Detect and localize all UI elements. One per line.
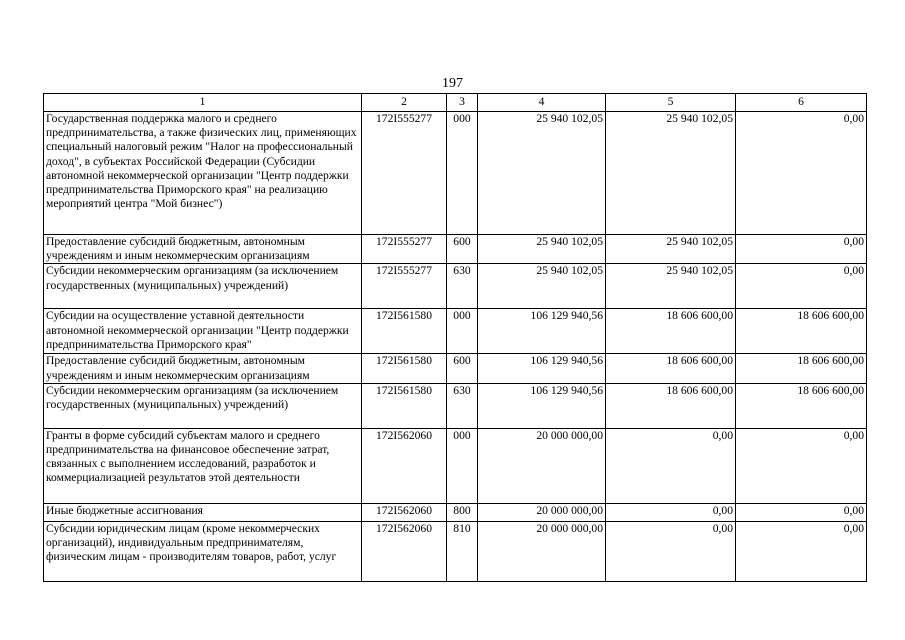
target-code: 172I555277 bbox=[362, 112, 447, 235]
column-header: 2 bbox=[362, 94, 447, 112]
expense-type-code: 000 bbox=[447, 112, 478, 235]
target-code: 172I555277 bbox=[362, 235, 447, 264]
amount-col-6: 0,00 bbox=[736, 503, 867, 521]
amount-col-5: 25 940 102,05 bbox=[606, 235, 736, 264]
table-row bbox=[44, 503, 867, 521]
target-code: 172I561580 bbox=[362, 354, 447, 383]
expense-type-code: 630 bbox=[447, 264, 478, 309]
amount-col-5: 18 606 600,00 bbox=[606, 309, 736, 354]
table-row bbox=[44, 354, 867, 383]
amount-col-5: 25 940 102,05 bbox=[606, 112, 736, 235]
amount-col-5: 0,00 bbox=[606, 428, 736, 503]
amount-col-4: 106 129 940,56 bbox=[478, 309, 606, 354]
row-name: Субсидии некоммерческим организациям (за исключением государственных (муниципальных) учреждений) bbox=[44, 264, 362, 309]
row-name: Субсидии на осуществление уставной деятельности автономной некоммерческой организации "Центр поддержки предпринимательства Приморского края" bbox=[44, 309, 362, 354]
column-header: 6 bbox=[736, 94, 867, 112]
expense-type-code: 800 bbox=[447, 503, 478, 521]
row-name: Государственная поддержка малого и среднего предпринимательства, а также физических лиц, применяющих специальный налоговый режим "Налог на профессиональный доход", в субъектах Российской Федерации (Субсидии автономной некоммерческой организации "Центр поддержки предпринимательства Приморского края" на реализацию мероприятий центра "Мой бизнес") bbox=[44, 112, 362, 235]
expense-type-code: 810 bbox=[447, 521, 478, 581]
amount-col-5: 25 940 102,05 bbox=[606, 264, 736, 309]
row-name: Гранты в форме субсидий субъектам малого и среднего предпринимательства на финансовое обеспечение затрат, связанных с выполнением исследований, разработок и коммерциализацией результатов этой деятельности bbox=[44, 428, 362, 503]
target-code: 172I562060 bbox=[362, 521, 447, 581]
row-name: Иные бюджетные ассигнования bbox=[44, 503, 362, 521]
target-code: 172I561580 bbox=[362, 309, 447, 354]
column-header: 5 bbox=[606, 94, 736, 112]
amount-col-5: 0,00 bbox=[606, 521, 736, 581]
header-row bbox=[44, 94, 867, 112]
table-row bbox=[44, 235, 867, 264]
amount-col-4: 20 000 000,00 bbox=[478, 503, 606, 521]
table-row bbox=[44, 112, 867, 235]
table-row bbox=[44, 428, 867, 503]
budget-table bbox=[43, 93, 867, 582]
amount-col-6: 0,00 bbox=[736, 264, 867, 309]
target-code: 172I562060 bbox=[362, 428, 447, 503]
amount-col-6: 18 606 600,00 bbox=[736, 354, 867, 383]
row-name: Предоставление субсидий бюджетным, автономным учреждениям и иным некоммерческим организациям bbox=[44, 354, 362, 383]
amount-col-6: 18 606 600,00 bbox=[736, 309, 867, 354]
amount-col-4: 25 940 102,05 bbox=[478, 112, 606, 235]
amount-col-5: 18 606 600,00 bbox=[606, 354, 736, 383]
column-header: 3 bbox=[447, 94, 478, 112]
table-row bbox=[44, 264, 867, 309]
column-header: 1 bbox=[44, 94, 362, 112]
expense-type-code: 630 bbox=[447, 383, 478, 428]
amount-col-6: 0,00 bbox=[736, 235, 867, 264]
amount-col-5: 0,00 bbox=[606, 503, 736, 521]
expense-type-code: 000 bbox=[447, 309, 478, 354]
row-name: Субсидии юридическим лицам (кроме некоммерческих организаций), индивидуальным предпринимателям, физическим лицам - производителям товаров, работ, услуг bbox=[44, 521, 362, 581]
amount-col-4: 106 129 940,56 bbox=[478, 354, 606, 383]
row-name: Предоставление субсидий бюджетным, автономным учреждениям и иным некоммерческим организациям bbox=[44, 235, 362, 264]
expense-type-code: 600 bbox=[447, 354, 478, 383]
amount-col-6: 0,00 bbox=[736, 521, 867, 581]
target-code: 172I555277 bbox=[362, 264, 447, 309]
expense-type-code: 000 bbox=[447, 428, 478, 503]
amount-col-4: 25 940 102,05 bbox=[478, 264, 606, 309]
page-number: 197 bbox=[442, 76, 463, 91]
table-row bbox=[44, 309, 867, 354]
row-name: Субсидии некоммерческим организациям (за исключением государственных (муниципальных) учреждений) bbox=[44, 383, 362, 428]
column-header: 4 bbox=[478, 94, 606, 112]
target-code: 172I562060 bbox=[362, 503, 447, 521]
expense-type-code: 600 bbox=[447, 235, 478, 264]
amount-col-4: 20 000 000,00 bbox=[478, 521, 606, 581]
amount-col-4: 106 129 940,56 bbox=[478, 383, 606, 428]
amount-col-5: 18 606 600,00 bbox=[606, 383, 736, 428]
amount-col-4: 20 000 000,00 bbox=[478, 428, 606, 503]
amount-col-4: 25 940 102,05 bbox=[478, 235, 606, 264]
table-row bbox=[44, 521, 867, 581]
amount-col-6: 0,00 bbox=[736, 428, 867, 503]
table-row bbox=[44, 383, 867, 428]
amount-col-6: 18 606 600,00 bbox=[736, 383, 867, 428]
amount-col-6: 0,00 bbox=[736, 112, 867, 235]
target-code: 172I561580 bbox=[362, 383, 447, 428]
